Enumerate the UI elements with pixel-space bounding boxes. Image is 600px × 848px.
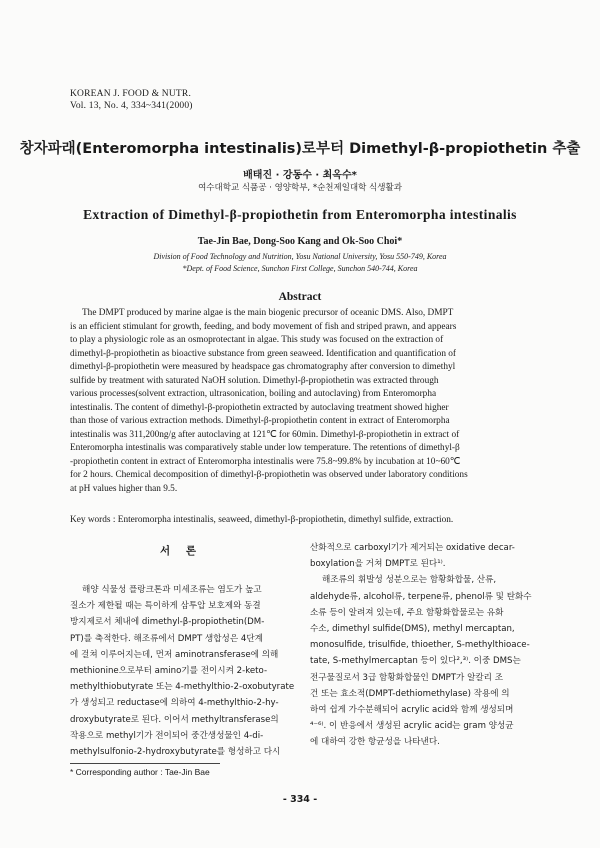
left-column-line: 질소가 제한될 때는 특이하게 삼투압 보호제와 동결 bbox=[70, 601, 261, 612]
abstract-line: sulfide by treatment with saturated NaOH solution. Dimethyl-β-propiothetin was extracted through bbox=[70, 375, 439, 386]
abstract-line: than those of various extraction methods. Dimethyl-β-propiothetin content in extract of Enteromorpha bbox=[70, 416, 450, 426]
english-affiliation-1: Division of Food Technology and Nutrition, Yosu National University, Yosu 550-749, Korea bbox=[153, 252, 447, 261]
right-column-line: 해조류의 휘발성 성분으로는 함황화합물, 산류, bbox=[322, 575, 497, 586]
korean-affiliation: 여수대학교 식품공 · 영양학부, *순천제일대학 식생활과 bbox=[198, 183, 402, 193]
section-heading-introduction: 서 론 bbox=[160, 545, 202, 557]
english-affiliation-2: *Dept. of Food Science, Sunchon First College, Sunchon 540-744, Korea bbox=[182, 264, 418, 273]
abstract-line: is an efficient stimulant for growth, feeding, and body movement of fish and striped prawn, and appears bbox=[70, 321, 457, 332]
abstract-line: for 2 hours. Chemical decomposition of dimethyl-β-propiothetin was observed under laboratory conditions bbox=[70, 470, 468, 480]
left-column-line: droxybutyrate로 된다. 이어서 methyltransferase의 bbox=[70, 714, 279, 725]
right-column-line: 산화적으로 carboxyl기가 제거되는 oxidative decar- bbox=[310, 543, 515, 553]
right-column-line: aldehyde류, alcohol류, terpene류, phenol류 및 탄화수 bbox=[310, 591, 532, 602]
right-column-line: ⁴⁻⁶⁾. 이 반응에서 생성된 acrylic acid는 gram 양성균 bbox=[310, 721, 514, 732]
abstract-line: intestinalis. The content of dimethyl-β-propiothetin extracted by autoclaving treatment showed higher bbox=[70, 402, 449, 413]
right-column-text bbox=[310, 540, 532, 751]
left-column-line: 작용으로 methyl기가 전이되어 중간생성물인 4-di- bbox=[70, 730, 264, 741]
left-column-line: 해양 식물성 플랑크톤과 미세조류는 염도가 높고 bbox=[82, 585, 262, 595]
left-column-line: methylsulfonio-2-hydroxybutyrate를 형성하고 다시 bbox=[70, 747, 281, 758]
left-column-line: 가 생성되고 reductase에 의하여 4-methylthio-2-hy- bbox=[70, 698, 279, 709]
abstract-line: dimethyl-β-propiothetin as bioactive substance from green seaweed. Identification and quantification of bbox=[70, 348, 457, 359]
right-column-line: tate, S-methylmercaptan 등이 있다²,³⁾. 이중 DMS는 bbox=[310, 656, 521, 667]
korean-authors: 배태진 · 강동수 · 최옥수* bbox=[243, 170, 357, 181]
abstract-line: at pH values higher than 9.5. bbox=[70, 483, 178, 494]
left-column-text bbox=[70, 582, 295, 760]
korean-title: 창자파래(Enteromorpha intestinalis)로부터 Dimethyl-β-propiothetin 추출 bbox=[19, 141, 581, 157]
right-column-line: monosulfide, trisulfide, thioether, S-methylthioace- bbox=[310, 640, 530, 651]
footnote: * Corresponding author : Tae-Jin Bae bbox=[70, 767, 210, 777]
english-authors: Tae-Jin Bae, Dong-Soo Kang and Ok-Soo Choi* bbox=[197, 236, 403, 247]
keywords: Key words : Enteromorpha intestinalis, seaweed, dimethyl-β-propiothetin, dimethyl sulfide, extraction. bbox=[70, 515, 454, 525]
right-column-line: 전구물질로서 3급 함황화합물인 DMPT가 알칼리 조 bbox=[310, 672, 504, 683]
abstract-line: Enteromorpha intestinalis was comparatively stable under low temperature. The retentions of dimethyl-β bbox=[70, 443, 460, 453]
left-column-line: PT)를 축적한다. 해조류에서 DMPT 생합성은 4단계 bbox=[70, 633, 263, 644]
abstract-line: dimethyl-β-propiothetin were measured by headspace gas chromatography after conversion to dimethyl bbox=[70, 362, 456, 372]
left-column-line: methylthiobutyrate 또는 4-methylthio-2-oxobutyrate bbox=[70, 682, 295, 693]
journal-name: KOREAN J. FOOD & NUTR. bbox=[70, 89, 192, 99]
right-column-line: 하여 쉽게 가수분해되어 acrylic acid와 함께 생성되며 bbox=[310, 705, 514, 716]
left-column-line: 에 걸쳐 이루어지는데, 먼저 aminotransferase에 의해 bbox=[70, 649, 279, 660]
right-column-line: 에 대하여 강한 항균성을 나타낸다. bbox=[310, 737, 440, 748]
english-title: Extraction of Dimethyl-β-propiothetin from Enteromorpha intestinalis bbox=[83, 207, 517, 222]
abstract-line: -propiothetin content in extract of Enteromorpha intestinalis were 75.8~99.8% by incubation at 10~60℃ bbox=[70, 456, 461, 467]
abstract-heading: Abstract bbox=[278, 291, 322, 303]
right-column-line: 수소, dimethyl sulfide(DMS), methyl mercaptan, bbox=[310, 624, 515, 635]
footnote-divider bbox=[70, 763, 220, 764]
journal-header bbox=[70, 88, 193, 112]
abstract-line: intestinalis was 311,200ng/g after autoclaving at 121℃ for 60min. Dimethyl-β-propiothetin in extract of bbox=[70, 429, 460, 440]
left-column-line: 방지제로서 체내에 dimethyl-β-propiothetin(DM- bbox=[70, 617, 265, 628]
journal-volume: Vol. 13, No. 4, 334~341(2000) bbox=[70, 101, 193, 111]
page-number: - 334 - bbox=[282, 794, 318, 805]
abstract-line: The DMPT produced by marine algae is the main biogenic precursor of oceanic DMS. Also, DMPT bbox=[82, 308, 454, 318]
abstract-body bbox=[70, 307, 531, 496]
right-column-line: boxylation을 거쳐 DMPT로 된다¹⁾. bbox=[310, 559, 446, 570]
abstract-line: to play a physiologic role as an osmoprotectant in algae. This study was focused on the extraction of bbox=[70, 335, 444, 345]
right-column-line: 건 또는 효소적(DMPT-dethiomethylase) 작용에 의 bbox=[310, 688, 510, 699]
right-column-line: 소류 등이 알려져 있는데, 주요 함황화합물로는 유화 bbox=[310, 607, 504, 618]
abstract-line: various processes(solvent extraction, ultrasonication, boiling and autoclaving) from Enteromorpha bbox=[70, 389, 437, 399]
left-column-line: methionine으로부터 amino기를 전이시켜 2-keto- bbox=[70, 666, 268, 677]
